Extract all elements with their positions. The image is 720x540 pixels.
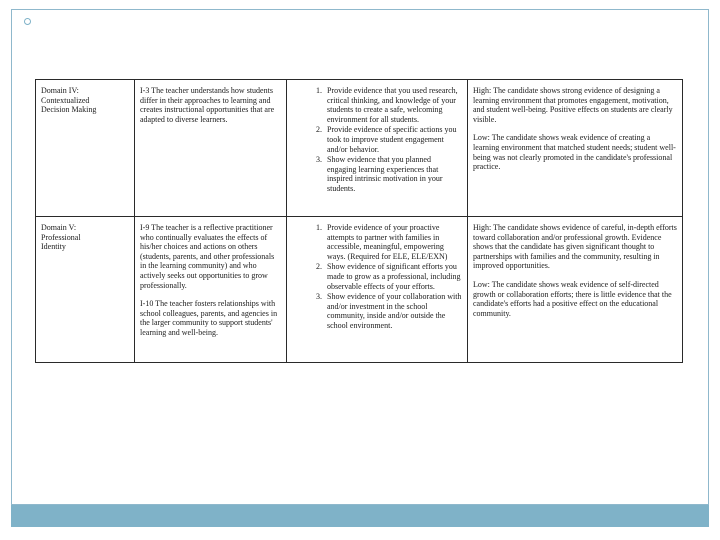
table-row: [36, 80, 683, 217]
list-item: 3. Show evidence that you planned engaging learning experiences that inspired intrinsic motivation in your students.: [324, 155, 462, 193]
domain-title-line: Domain V:: [41, 223, 77, 232]
levels-cell: [468, 80, 683, 217]
standards-cell: [135, 80, 287, 217]
rubric-table: [35, 79, 683, 363]
domain-title-line: Contextualized: [41, 95, 90, 105]
domain-title-line: Domain IV:: [41, 86, 79, 95]
evidence-list: [292, 223, 462, 331]
footer-band: [11, 505, 709, 527]
standard-text: I-3 The teacher understands how students differ in their approaches to learning and creates instructional opportunities that are adapted to diverse learners.: [140, 86, 275, 124]
list-item: 2. Show evidence of significant efforts you made to grow as a professional, including observable effects of your efforts.: [324, 262, 462, 291]
level-low-text: Low: The candidate shows weak evidence of creating a learning environment that matched student needs; student well-being was not clearly promoted in the candidate's professional practice.: [473, 133, 676, 172]
list-item: 1. Provide evidence of your proactive attempts to partner with families in accessible, meaningful, empowering ways. (Required for ELE, ELE/EXN): [324, 223, 462, 261]
standard-text: I-10 The teacher fosters relationships with school colleagues, parents, and agencies in the larger community to support students' learning and well-being.: [140, 299, 278, 337]
domain-title-line: Professional: [41, 232, 81, 242]
evidence-list: [292, 86, 462, 194]
domain-title-line: Decision Making: [41, 105, 97, 115]
levels-cell: [468, 217, 683, 363]
domain-title-line: Identity: [41, 242, 66, 252]
list-item: 1. Provide evidence that you used research, critical thinking, and knowledge of your students to create a safe, welcoming environment for all students.: [324, 86, 462, 124]
domain-cell: [36, 217, 135, 363]
evidence-cell: [287, 217, 468, 363]
level-low-text: Low: The candidate shows weak evidence of self-directed growth or collaboration efforts; there is little evidence that the candidate's efforts had a positive effect on the educational community.: [473, 279, 672, 318]
corner-circle-icon: [24, 18, 31, 25]
level-high-text: High: The candidate shows strong evidence of designing a learning environment that promotes engagement, motivation, and student well-being. Positive effects on students are clearly visible.: [473, 86, 673, 124]
standard-text: I-9 The teacher is a reflective practitioner who continually evaluates the effects of his/her choices and actions on others (students, parents, and other professionals in the learning community) and who actively seeks out opportunities to grow professionally.: [140, 223, 275, 290]
list-item: 3. Show evidence of your collaboration with and/or investment in the school community, inside and/or outside the school environment.: [324, 292, 462, 330]
level-high-text: High: The candidate shows evidence of careful, in-depth efforts toward collaboration and/or professional growth. Evidence shows that the candidate has given significant thought to partnerships with families and the community, resulting in improved opportunities.: [473, 223, 677, 271]
evidence-cell: [287, 80, 468, 217]
list-item: 2. Provide evidence of specific actions you took to improve student engagement and/or behavior.: [324, 125, 462, 154]
table-row: [36, 217, 683, 363]
domain-cell: [36, 80, 135, 217]
standards-cell: [135, 217, 287, 363]
